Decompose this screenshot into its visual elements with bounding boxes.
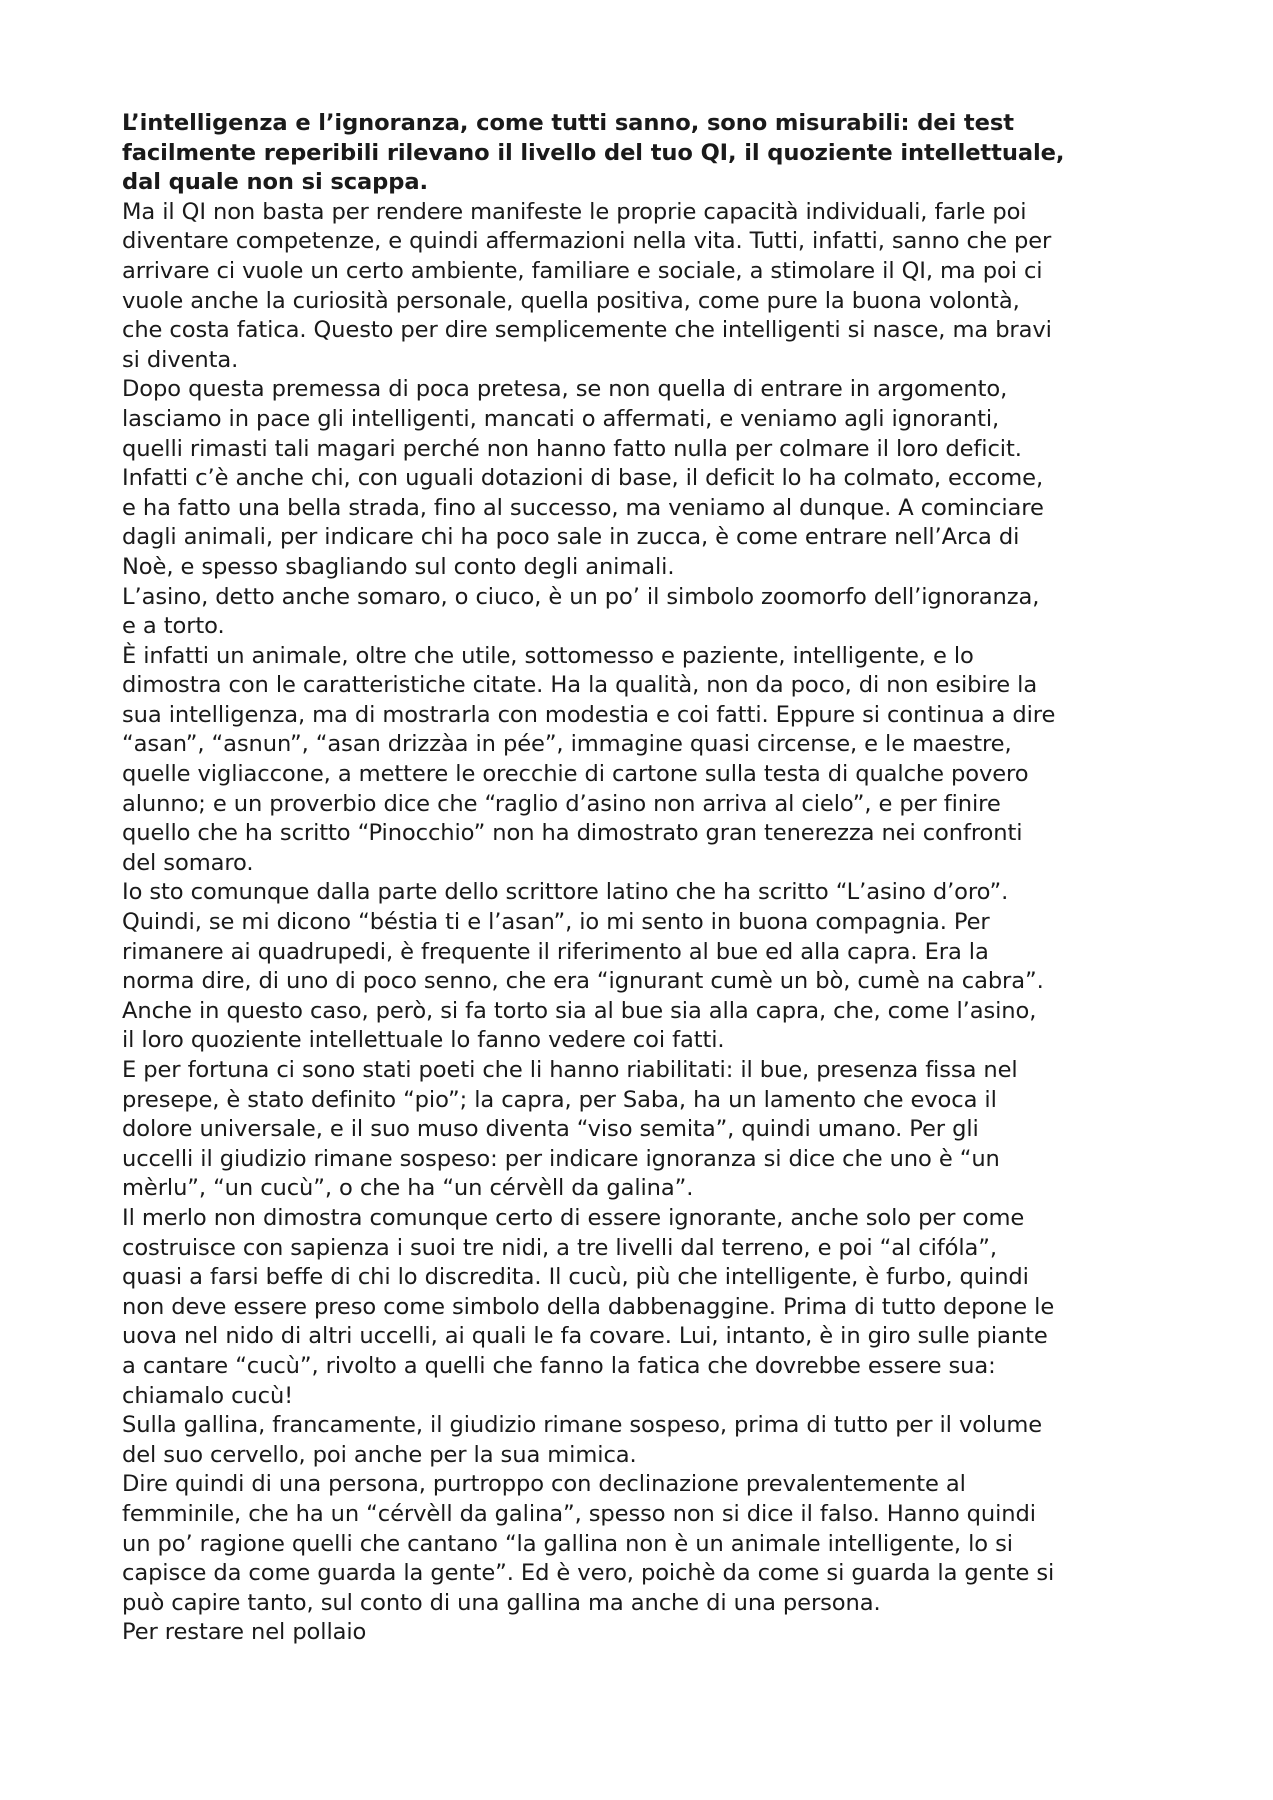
text-line: Dopo questa premessa di poca pretesa, se non quella di entrare in argomento, [122, 376, 1008, 403]
text-line: Sulla gallina, francamente, il giudizio rimane sospeso, prima di tutto per il volume [122, 1412, 1043, 1439]
text-line: presepe, è stato definito “pio”; la capra, per Saba, ha un lamento che evoca il [122, 1086, 997, 1113]
text-line: Quindi, se mi dicono “béstia ti e l’asan”, io mi sento in buona compagnia. Per [122, 909, 990, 936]
text-line: arrivare ci vuole un certo ambiente, familiare e sociale, a stimolare il QI, ma poi ci [122, 257, 1043, 284]
text-line: può capire tanto, sul conto di una gallina ma anche di una persona. [122, 1589, 881, 1616]
text-line: capisce da come guarda la gente”. Ed è vero, poichè da come si guarda la gente si [122, 1560, 1055, 1587]
text-line: norma dire, di uno di poco senno, che era “ignurant cumè un bò, cumè na cabra”. [122, 968, 1044, 995]
text-line: chiamalo cucù! [122, 1382, 294, 1409]
text-line: È infatti un animale, oltre che utile, sottomesso e paziente, intelligente, e lo [122, 642, 974, 669]
text-line: il loro quoziente intellettuale lo fanno vedere coi fatti. [122, 1027, 725, 1054]
text-line: e ha fatto una bella strada, fino al successo, ma veniamo al dunque. A cominciare [122, 494, 1044, 521]
text-line: quelli rimasti tali magari perché non hanno fatto nulla per colmare il loro deficit. [122, 435, 1022, 462]
text-line: che costa fatica. Questo per dire semplicemente che intelligenti si nasce, ma bravi [122, 317, 1052, 344]
text-line: a cantare “cucù”, rivolto a quelli che fanno la fatica che dovrebbe essere sua: [122, 1352, 996, 1379]
text-line: L’asino, detto anche somaro, o ciuco, è un po’ il simbolo zoomorfo dell’ignoranza, [122, 583, 1040, 610]
intro-line: L’intelligenza e l’ignoranza, come tutti sanno, sono misurabili: dei test [122, 110, 1014, 136]
text-line: Anche in questo caso, però, si fa torto sia al bue sia alla capra, che, come l’asino, [122, 997, 1037, 1024]
text-line: Il merlo non dimostra comunque certo di essere ignorante, anche solo per come [122, 1204, 1025, 1231]
document-page [122, 109, 1162, 1648]
text-line: vuole anche la curiosità personale, quella positiva, come pure la buona volontà, [122, 287, 1020, 314]
text-line: alunno; e un proverbio dice che “raglio d’asino non arriva al cielo”, e per finire [122, 790, 1001, 817]
text-line: “asan”, “asnun”, “asan drizzàa in pée”, immagine quasi circense, e le maestre, [122, 731, 1012, 758]
text-line: quelle vigliaccone, a mettere le orecchie di cartone sulla testa di qualche povero [122, 761, 1029, 788]
text-line: dimostra con le caratteristiche citate. Ha la qualità, non da poco, di non esibire la [122, 672, 1038, 699]
text-line: non deve essere preso come simbolo della dabbenaggine. Prima di tutto depone le [122, 1293, 1055, 1320]
text-line: uccelli il giudizio rimane sospeso: per indicare ignoranza si dice che uno è “un [122, 1145, 1000, 1172]
text-line: quasi a farsi beffe di chi lo discredita. Il cucù, più che intelligente, è furbo, quindi [122, 1264, 1029, 1291]
text-line: lasciamo in pace gli intelligenti, mancati o affermati, e veniamo agli ignoranti, [122, 405, 1000, 432]
text-line: rimanere ai quadrupedi, è frequente il riferimento al bue ed alla capra. Era la [122, 938, 989, 965]
intro-line: facilmente reperibili rilevano il livello del tuo QI, il quoziente intellettuale, [122, 139, 1065, 166]
text-line: Infatti c’è anche chi, con uguali dotazioni di base, il deficit lo ha colmato, eccome, [122, 465, 1044, 492]
text-line: si diventa. [122, 346, 239, 373]
intro-line: dal quale non si scappa. [122, 169, 428, 196]
text-line: Io sto comunque dalla parte dello scrittore latino che ha scritto “L’asino d’oro”. [122, 879, 1009, 906]
text-line: Ma il QI non basta per rendere manifeste le proprie capacità individuali, farle poi [122, 198, 1027, 225]
text-line: Dire quindi di una persona, purtroppo con declinazione prevalentemente al [122, 1471, 966, 1498]
text-line: diventare competenze, e quindi affermazioni nella vita. Tutti, infatti, sanno che per [122, 228, 1052, 255]
text-line: del somaro. [122, 849, 254, 876]
body-text [122, 198, 1162, 1648]
text-line: sua intelligenza, ma di mostrarla con modestia e coi fatti. Eppure si continua a dire [122, 701, 1056, 728]
text-line: uova nel nido di altri uccelli, ai quali le fa covare. Lui, intanto, è in giro sulle piante [122, 1323, 1048, 1350]
text-line: e a torto. [122, 613, 225, 640]
text-line: dagli animali, per indicare chi ha poco sale in zucca, è come entrare nell’Arca di [122, 524, 1020, 551]
text-line: femminile, che ha un “cérvèll da galina”, spesso non si dice il falso. Hanno quindi [122, 1500, 1036, 1527]
text-line: un po’ ragione quelli che cantano “la gallina non è un animale intelligente, lo si [122, 1530, 1013, 1557]
text-line: del suo cervello, poi anche per la sua mimica. [122, 1441, 637, 1468]
text-line: costruisce con sapienza i suoi tre nidi, a tre livelli dal terreno, e poi “al cifóla”, [122, 1234, 997, 1261]
text-line: dolore universale, e il suo muso diventa “viso semita”, quindi umano. Per gli [122, 1116, 979, 1143]
text-line: E per fortuna ci sono stati poeti che li hanno riabilitati: il bue, presenza fissa nel [122, 1057, 1018, 1083]
text-line: Per restare nel pollaio [122, 1619, 367, 1646]
text-line: Noè, e spesso sbagliando sul conto degli animali. [122, 553, 675, 580]
text-line: quello che ha scritto “Pinocchio” non ha dimostrato gran tenerezza nei confronti [122, 820, 1023, 847]
intro-paragraph-bold [122, 109, 1162, 198]
text-line: mèrlu”, “un cucù”, o che ha “un cérvèll da galina”. [122, 1175, 694, 1202]
